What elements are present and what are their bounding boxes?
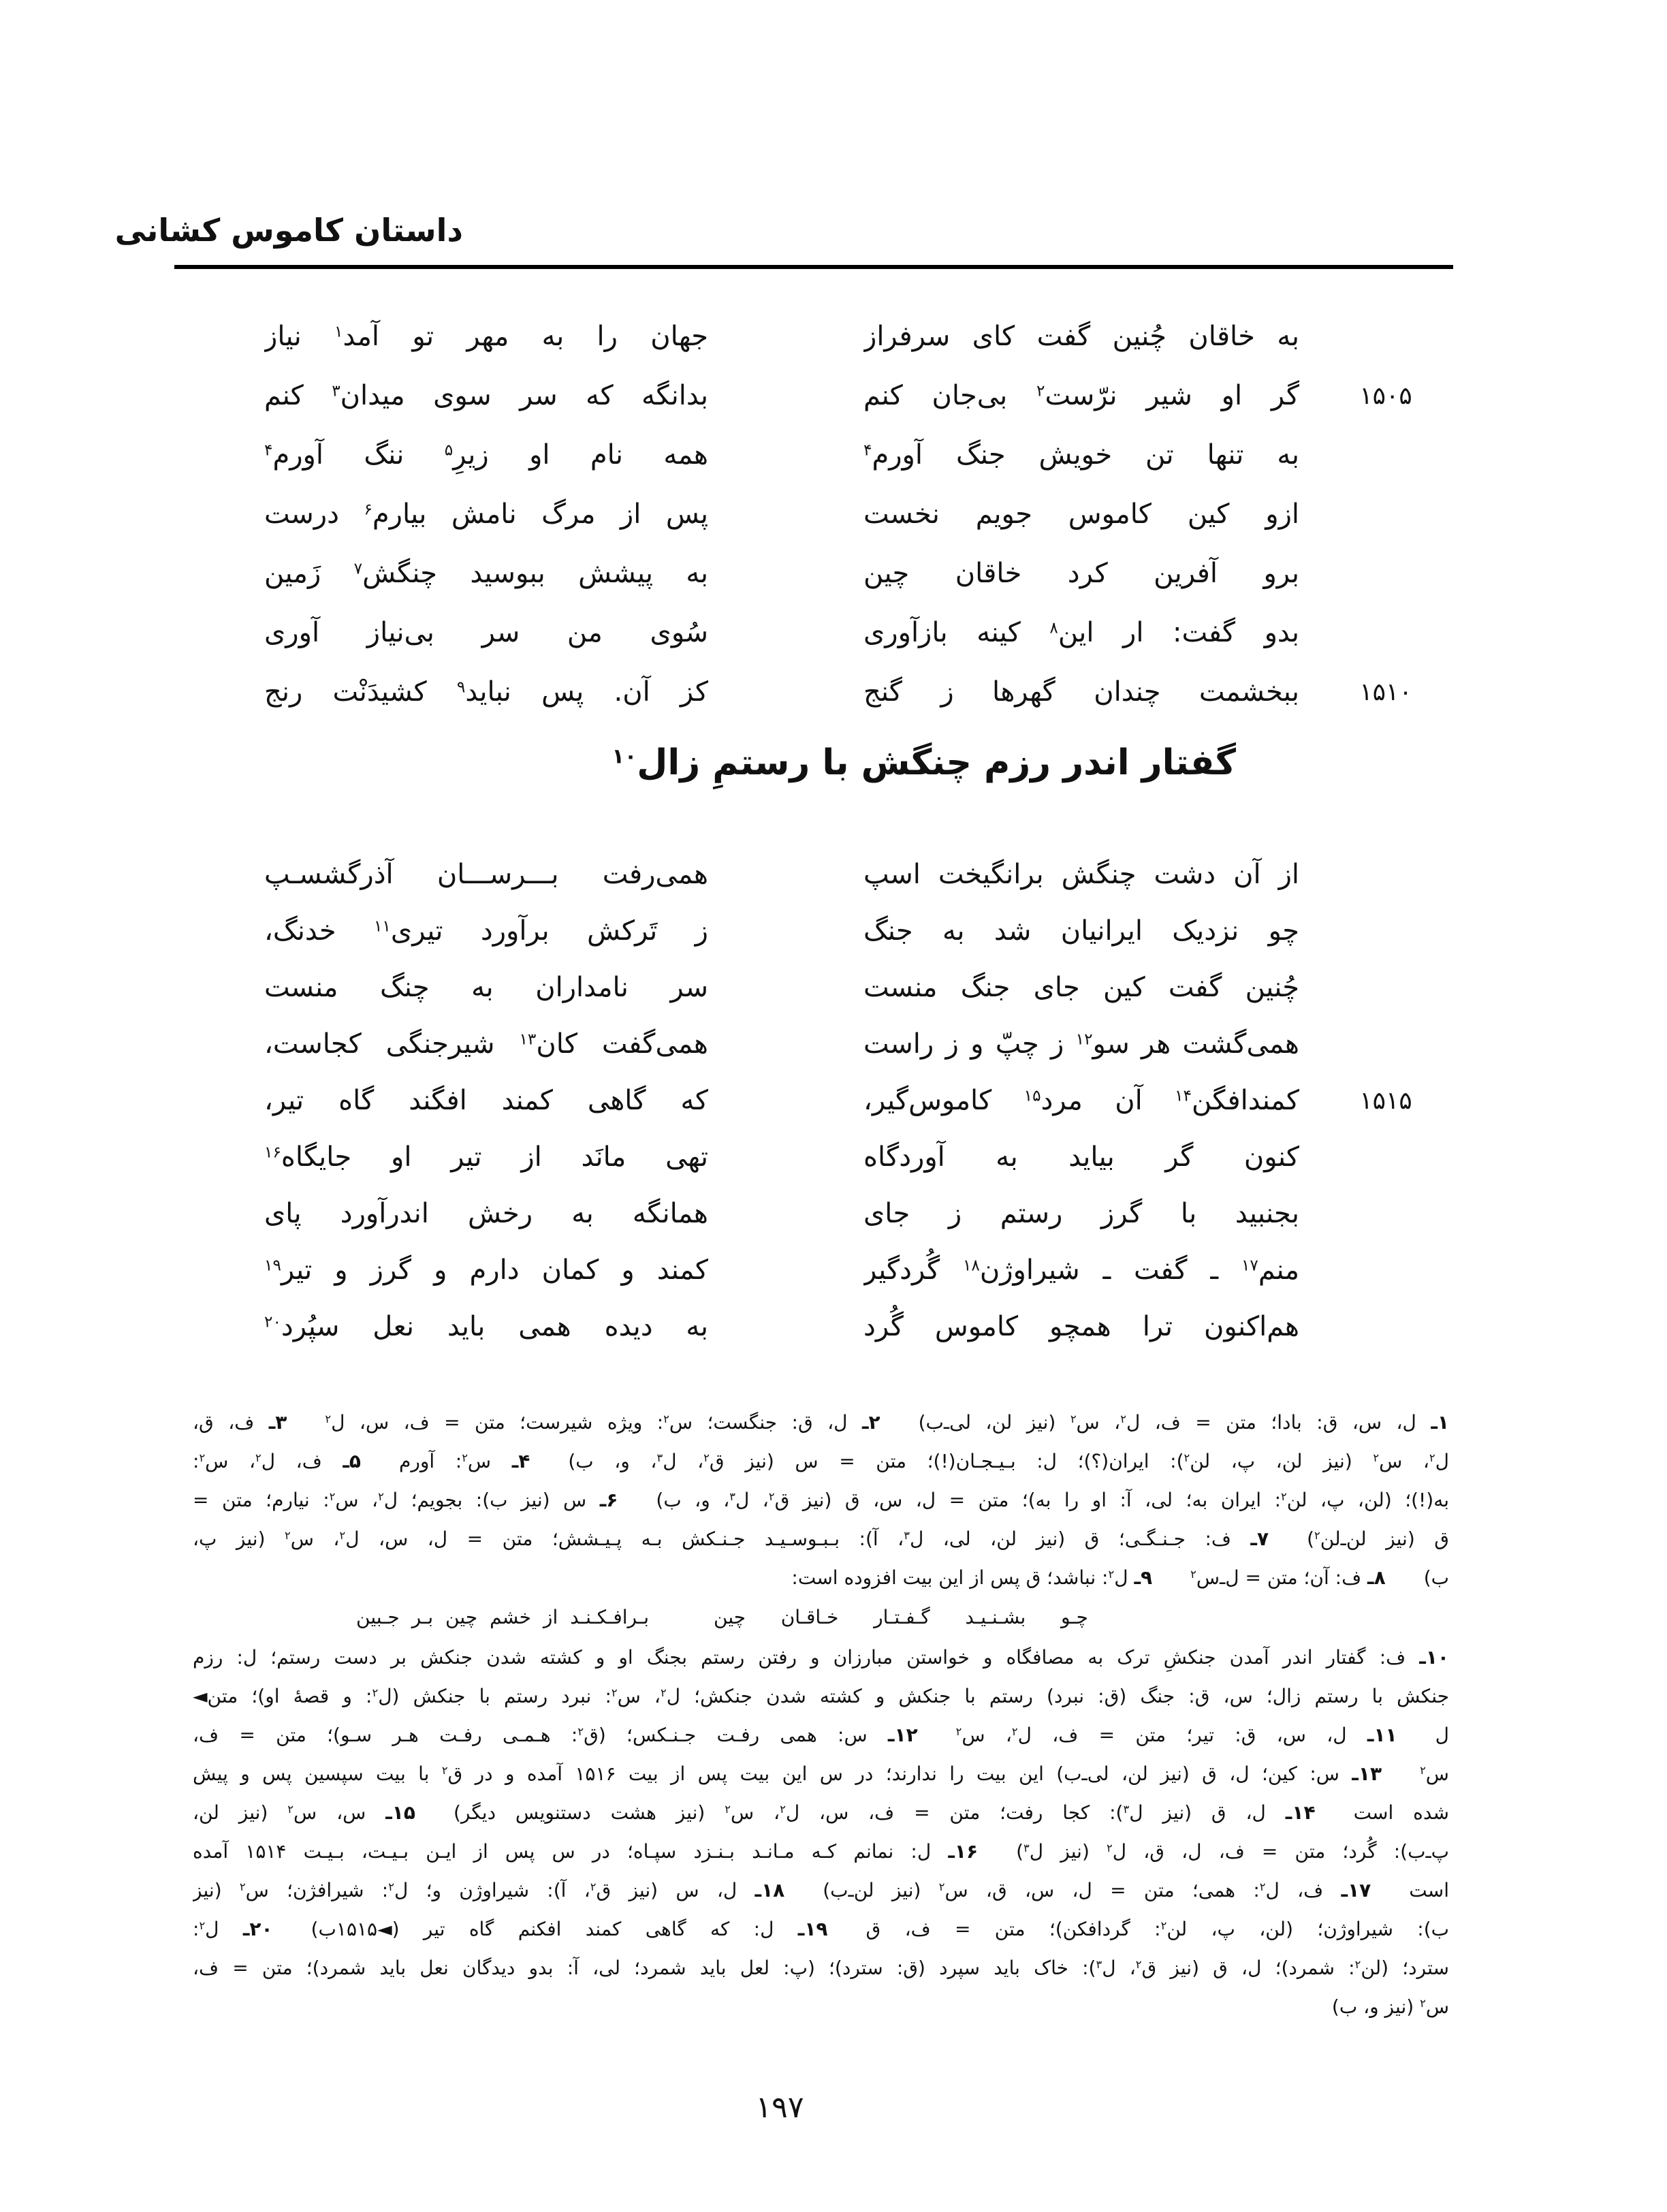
critical-apparatus xyxy=(193,1403,1449,2026)
verse-number xyxy=(1335,1016,1437,1073)
apparatus-line: ب): شیراوژن؛ (لن، پ، لن$^۲$: گردافکن)؛ متن = ف، ق ۱۹ـ ل: که گاهی کمند افکنم گاه تیر (◄۱۵۱۵ب) ۲۰ـ ل$^۲$: xyxy=(193,1918,1449,1940)
hemistich-right: همی‌گشت هر سو$^{۱۲}$ ز چپّ و ز راست xyxy=(863,1028,1299,1060)
header-rule xyxy=(174,265,1453,269)
apparatus-line: شده است ۱۴ـ ل، ق (نیز ل$^۳$): کجا رفت؛ متن = ف، س، ل$^۲$، س$^۲$ (نیز هشت دستنویس دیگر) ۱۵ـ س، س$^۲$ (نیز لن، xyxy=(193,1801,1449,1824)
verse-row xyxy=(0,847,1667,903)
verse-row xyxy=(0,544,1667,603)
hemistich-left: سُوی من سر بی‌نیاز آوری xyxy=(264,617,708,648)
hemistich-left: جهان را به مهر تو آمد$^۱$ نیاز xyxy=(264,321,708,352)
verse-row xyxy=(0,903,1667,960)
hemistich-right: ازو کین کاموس جویم نخست xyxy=(863,499,1299,530)
verse-number xyxy=(1335,1242,1437,1299)
hemistich-left: همی‌گفت کان$^{۱۳}$ شیرجنگی کجاست، xyxy=(264,1028,708,1060)
apparatus-line: ق (نیز لن‌ـ‌لن$^۲$) ۷ـ ف: جـنـگـی؛ ق (نیز لن، لی، ل$^۳$، آ): بـبـوسـیـد جـنـکش بـه پـیـشش؛ متن = ل، س، ل$^۲$، س$^۲$ (نیز پ، xyxy=(193,1528,1449,1550)
hemistich-left: سر نامداران به چنگ منست xyxy=(264,972,708,1003)
apparatus-line: سترد؛ (لن$^۲$: شمرد)؛ ل، ق (نیز ق$^۲$، ل$^۳$): خاک باید سپرد (ق: سترد)؛ (پ: لعل باید شمرد؛ لی، آ: بدو دیدگان نعل باید شمرد)؛ متن = ف، xyxy=(193,1957,1449,1979)
verse-row xyxy=(0,426,1667,485)
apparatus-line: س$^۲$ ۱۳ـ س: کین؛ ل، ق (نیز لن، لی‌ـ‌ب) این بیت را ندارند؛ در س این بیت پس از بیت ۱۵۱۶ آمده و در ق$^۲$ با بیت سپسین پس و پیش xyxy=(193,1763,1449,1785)
verse-number xyxy=(1335,1186,1437,1242)
verse-row xyxy=(0,1299,1667,1355)
hemistich-right: چو نزدیک ایرانیان شد به جنگ xyxy=(863,915,1299,947)
hemistich-right: بجنبید با گرز رستم ز جای xyxy=(863,1198,1299,1229)
hemistich-right: برو آفرین کرد خاقان چین xyxy=(863,558,1299,589)
verse-row xyxy=(0,1129,1667,1186)
hemistich-right: به خاقان چُنین گفت کای سرفراز xyxy=(863,321,1299,352)
page-number: ۱۹۷ xyxy=(755,2090,804,2125)
apparatus-line: ل$^۲$، س$^۲$ (نیز لن، پ، لن$^۲$): ایران(؟)؛ ل: بـیـجـان(!)؛ متن = س (نیز ق$^۲$، ل$^۳$، و، ب) ۴ـ س$^۲$: آورم ۵ـ ف، ل$^۲$، س$^۲$: xyxy=(193,1450,1449,1472)
verse-row xyxy=(0,366,1667,426)
hemistich-left: به دیده همی باید نعل سپُرد$^{۲۰}$ xyxy=(264,1311,708,1342)
apparatus-line: س$^۲$ (نیز و، ب) xyxy=(1331,1995,1449,2018)
verse-row xyxy=(0,485,1667,544)
apparatus-inserted-couplet xyxy=(193,1597,1449,1638)
hemistich-right: چـو بشـنـیـد گـفـتـار خـاقـان چین xyxy=(714,1606,1088,1628)
verse-number xyxy=(1335,426,1437,485)
apparatus-line: ل ۱۱ـ ل، س، ق: تیر؛ متن = ف، ل$^۲$، س$^۲$ ۱۲ـ س: همی رفـت جـنـکس؛ (ق$^۲$: هـمـی رفـت هـر سـو)؛ متن = ف، xyxy=(193,1724,1449,1746)
verse-number xyxy=(1335,485,1437,544)
verse-row xyxy=(0,663,1667,722)
apparatus-line: ۱ـ ل، س، ق: بادا؛ متن = ف، ل$^۲$، س$^۲$ (نیز لن، لی‌ـ‌ب) ۲ـ ل، ق: جنگست؛ س$^۲$: ویژه شیرست؛ متن = ف، س، ل$^۲$ ۳ـ ف، ق، xyxy=(193,1411,1449,1434)
hemistich-left: کز آن. پس نباید$^۹$ کشیدَنْت رنج xyxy=(264,676,708,708)
hemistich-left: پس از مرگ نامش بیارم$^۶$ درست xyxy=(264,499,708,530)
running-head: داستان کاموس کشانی xyxy=(114,212,463,249)
hemistich-right: کنون گر بیاید به آوردگاه xyxy=(863,1141,1299,1173)
hemistich-left: ز تَرکش برآورد تیری$^{۱۱}$ خدنگ، xyxy=(264,915,708,947)
hemistich-left: که گاهی کمند افگند گاه تیر، xyxy=(264,1085,708,1116)
apparatus-line: به(!)؛ (لن، پ، لن$^۲$: ایران به؛ لی، آ: او را به)؛ متن = ل، س، ق (نیز ق$^۲$، ل$^۳$، و، ب) ۶ـ س (نیز ب): بجویم؛ ل$^۲$، س$^۲$: نیارم؛ متن = xyxy=(193,1489,1449,1511)
hemistich-left: تهی مانَد از تیر او جایگاه$^{۱۶}$ xyxy=(264,1141,708,1173)
apparatus-line: ب) ۸ـ ف: آن؛ متن = ل‌ـ‌س$^۲$ ۹ـ ل$^۲$: نباشد؛ ق پس از این بیت افزوده است: xyxy=(791,1566,1449,1589)
hemistich-left: کمند و کمان دارم و گرز و تیر$^{۱۹}$ xyxy=(264,1254,708,1286)
verse-row xyxy=(0,307,1667,366)
verse-row xyxy=(0,960,1667,1016)
verse-number xyxy=(1335,847,1437,903)
verse-number xyxy=(1335,903,1437,960)
apparatus-line: است ۱۷ـ ف، ل$^۲$: همی؛ متن = ل، س، ق، س$^۲$ (نیز لن‌ـ‌ب) ۱۸ـ ل، س (نیز ق$^۲$، آ): شیراوژن و؛ ل$^۲$: شیرافژن؛ س$^۲$ (نیز xyxy=(193,1879,1449,1901)
hemistich-right: منم$^{۱۷}$ ـ گفت ـ شیراوژن$^{۱۸}$ گُردگیر xyxy=(863,1254,1299,1286)
apparatus-line: ۱۰ـ ف: گفتار اندر آمدن جنکشِ ترک به مصافگاه و خواستن مبارزان و رفتن رستم بجنگ او و کشته شدن جنکش بر دست رستم؛ ل: رزم xyxy=(193,1646,1449,1669)
hemistich-left: بـرافـکـنـد از خشم چین بـر جـبین xyxy=(356,1606,649,1628)
hemistich-right: ببخشمت چندان گهرها ز گنج xyxy=(863,676,1299,708)
verse-number: ۱۵۰۵ xyxy=(1359,382,1412,410)
verse-number xyxy=(1335,603,1437,663)
verse-number xyxy=(1335,960,1437,1016)
verse-number xyxy=(1335,544,1437,603)
hemistich-right: از آن دشت چنگش برانگیخت اسپ xyxy=(863,859,1299,890)
hemistich-right: گر او شیر نرّست$^۲$ بی‌جان کنم xyxy=(863,380,1299,411)
hemistich-left: همانگه به رخش اندرآورد پای xyxy=(264,1198,708,1229)
verse-number: ۱۵۱۵ xyxy=(1359,1087,1412,1115)
hemistich-right: بدو گفت: ار این$^۸$ کینه بازآوری xyxy=(863,617,1299,648)
verse-number: ۱۵۱۰ xyxy=(1359,678,1412,706)
verse-row xyxy=(0,1073,1667,1129)
section-heading: گفتار اندر رزم چنگش با رستمِ زال$^{۱۰}$ xyxy=(612,742,1236,783)
hemistich-left: همه نام او زیرِ$^۵$ ننگ آورم$^۴$ xyxy=(264,439,708,471)
hemistich-right: کمندافگن$^{۱۴}$ آن مرد$^{۱۵}$ کاموس‌گیر، xyxy=(863,1085,1299,1116)
apparatus-line: پ‌ـ‌ب): گُرد؛ متن = ف، ل، ق، ل$^۲$ (نیز ل$^۳$) ۱۶ـ ل: نمانم کـه مـانـد بـنـزد سپـاه؛ در س پس از ایـن بـیـت، بـیـت ۱۵۱۴ آمده xyxy=(193,1840,1449,1863)
hemistich-right: به تنها تن خویش جنگ آورم$^۴$ xyxy=(863,439,1299,471)
verse-row xyxy=(0,1186,1667,1242)
verse-row xyxy=(0,1242,1667,1299)
verse-row xyxy=(0,603,1667,663)
hemistich-right: هم‌اکنون ترا همچو کاموس گُرد xyxy=(863,1311,1299,1342)
hemistich-left: به پیشش ببوسید چنگش$^۷$ زَمین xyxy=(264,558,708,589)
verse-number xyxy=(1335,1129,1437,1186)
hemistich-right: چُنین گفت کین جای جنگ منست xyxy=(863,972,1299,1003)
apparatus-line: جنکش با رستم زال؛ س، ق: جنگ (ق: نبرد) رستم با جنکش و کشته شدن جنکش؛ ل$^۲$، س$^۲$: نبرد رستم با جنکش (ل$^۲$: و قصهٔ او)؛ متن◄ xyxy=(193,1685,1449,1707)
verse-number xyxy=(1335,1299,1437,1355)
hemistich-left: همی‌رفت بـــرســـان آذرگشسـپ xyxy=(264,859,708,890)
verse-number xyxy=(1335,307,1437,366)
hemistich-left: بدانگه که سر سوی میدان$^۳$ کنم xyxy=(264,380,708,411)
verse-row xyxy=(0,1016,1667,1073)
